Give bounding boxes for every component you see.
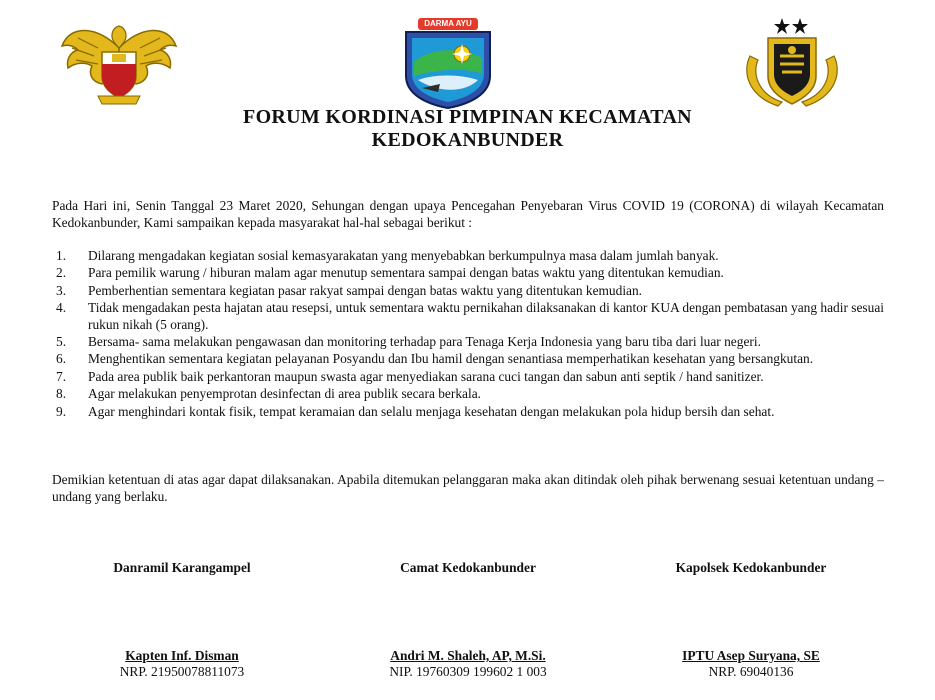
- title-line-1: FORUM KORDINASI PIMPINAN KECAMATAN: [243, 106, 692, 128]
- list-item: [52, 369, 884, 385]
- item-number: 5.: [56, 334, 67, 350]
- item-text: Para pemilik warung / hiburan malam agar menutup sementara sampai dengan batas waktu yang ditentukan kemudian.: [88, 265, 724, 281]
- regency-banner: DARMA AYU: [418, 18, 478, 30]
- list-item: [52, 351, 884, 367]
- item-text: Pemberhentian sementara kegiatan pasar rakyat sampai dengan batas waktu yang ditentukan kemudian.: [88, 282, 643, 298]
- signatory-id: NRP. 21950078811073: [119, 664, 245, 679]
- signatory-name: IPTU Asep Suryana, SE: [682, 648, 820, 663]
- item-number: 1.: [56, 248, 67, 263]
- police-emblem-icon: [722, 16, 862, 112]
- item-text: Dilarang mengadakan kegiatan sosial kemasyarakatan yang menyebabkan berkumpulnya masa dalam jumlah banyak.: [88, 248, 719, 263]
- regency-shield-emblem-icon: [400, 18, 496, 110]
- military-eagle-emblem-icon: [58, 18, 180, 106]
- signatory-name: Kapten Inf. Disman: [125, 648, 239, 663]
- signature-block-camat: [346, 560, 590, 679]
- list-item: [52, 248, 884, 264]
- item-number: 3.: [56, 282, 67, 298]
- list-item: [52, 334, 884, 350]
- item-text: Bersama- sama melakukan pengawasan dan monitoring terhadap para Tenaga Kerja Indonesia yang baru tiba dari luar negeri.: [88, 334, 761, 350]
- signatory-id: NIP. 19760309 199602 1 003: [389, 664, 547, 679]
- list-item: [52, 265, 884, 281]
- item-number: 9.: [56, 403, 67, 419]
- item-number: 2.: [56, 265, 67, 281]
- intro-paragraph: Pada Hari ini, Senin Tanggal 23 Maret 2020, Sehungan dengan upaya Pencegahan Penyebaran Virus COVID 19 (CORONA) di wilayah Kecamatan Kedokanbunder, Kami sampaikan kepada masyarakat hal-hal sebagai berikut :: [52, 198, 884, 230]
- title-line-2: KEDOKANBUNDER: [371, 129, 564, 151]
- list-item: [52, 386, 884, 402]
- item-text: Menghentikan sementara kegiatan pelayanan Posyandu dan Ibu hamil dengan senantiasa memperhatikan kesehatan yang bersangkutan.: [88, 351, 814, 367]
- item-number: 4.: [56, 300, 67, 316]
- item-text: Pada area publik baik perkantoran maupun swasta agar menyediakan sarana cuci tangan dan sabun anti septik / hand sanitizer.: [88, 368, 764, 384]
- signatory-name: Andri M. Shaleh, AP, M.Si.: [390, 648, 546, 663]
- signatory-role: Camat Kedokanbunder: [400, 560, 536, 575]
- signatory-role: Danramil Karangampel: [113, 560, 251, 575]
- item-text: Tidak mengadakan pesta hajatan atau resepsi, untuk sementara waktu pernikahan dilaksanakan di kantor KUA dengan pembatasan yang hadir sesuai rukun nikah (5 orang).: [88, 300, 884, 332]
- list-item: [52, 300, 884, 333]
- signatory-id: NRP. 69040136: [708, 664, 794, 679]
- signature-block-kapolsek: [624, 560, 878, 679]
- item-text: Agar melakukan penyemprotan desinfectan di area publik secara berkala.: [88, 386, 481, 402]
- item-number: 7.: [56, 368, 67, 384]
- document-title: [0, 106, 935, 152]
- list-item: [52, 283, 884, 299]
- closing-paragraph: Demikian ketentuan di atas agar dapat dilaksanakan. Apabila ditemukan pelanggaran maka akan ditindak oleh pihak berwenang sesuai ketentuan undang – undang yang berlaku.: [52, 472, 884, 504]
- regulation-list: [52, 248, 884, 421]
- item-text: Agar menghindari kontak fisik, tempat keramaian dan selalu menjaga kesehatan dengan melakukan pola hidup bersih dan sehat.: [88, 403, 775, 419]
- item-number: 8.: [56, 386, 67, 402]
- signatory-role: Kapolsek Kedokanbunder: [675, 560, 827, 575]
- item-number: 6.: [56, 351, 67, 367]
- list-item: [52, 404, 884, 420]
- signature-block-danramil: [60, 560, 304, 679]
